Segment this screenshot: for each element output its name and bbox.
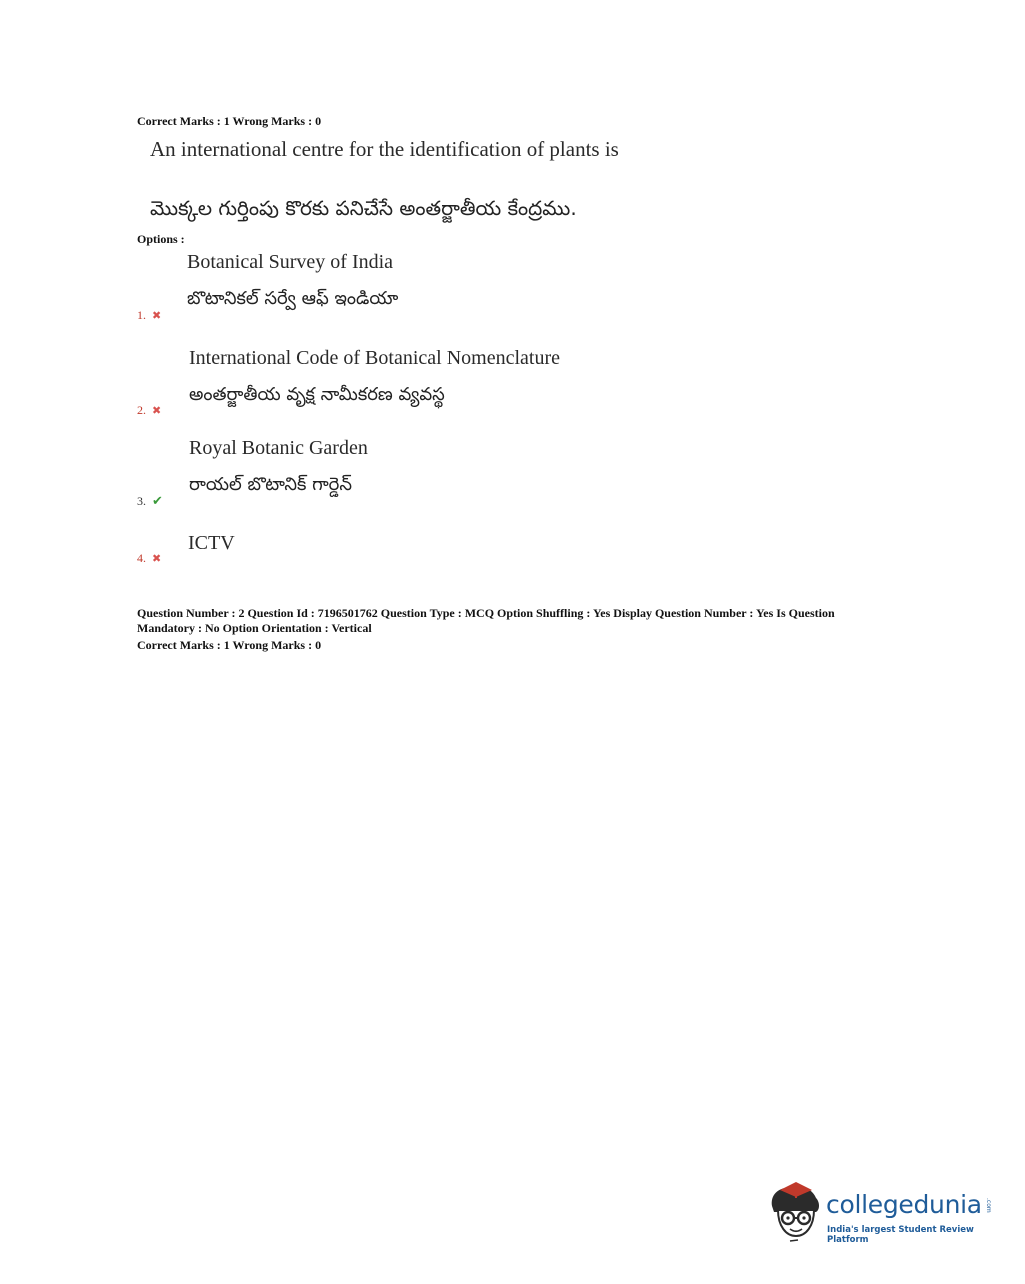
option-1-number: [137, 308, 161, 323]
option-1-english: Botanical Survey of India: [187, 251, 394, 273]
question-meta-line2: Mandatory : No Option Orientation : Vertical: [137, 621, 372, 635]
question-text-english: An international centre for the identification of plants is: [150, 137, 619, 161]
question-meta-line1: Question Number : 2 Question Id : 7196501762 Question Type : MCQ Option Shuffling : Yes Display Question Number : Yes Is Question: [137, 606, 835, 620]
option-4-english: ICTV: [188, 532, 235, 554]
option-number: 3.: [137, 494, 146, 508]
marks-info-top: Correct Marks : 1 Wrong Marks : 0: [137, 114, 322, 128]
cross-icon: ✖: [152, 553, 162, 565]
cross-icon: ✖: [152, 310, 162, 322]
options-label: Options :: [137, 232, 185, 246]
question-text-telugu: మొక్కల గుర్తింపు కొరకు పనిచేసే అంతర్జాతీయ కేంద్రము.: [150, 196, 577, 220]
option-number: 4.: [137, 551, 146, 565]
collegedunia-logo: [766, 1180, 996, 1248]
logo-wordmark: collegedunia: [826, 1190, 982, 1219]
check-icon: ✔: [152, 493, 163, 508]
option-3-telugu: రాయల్ బొటానిక్ గార్డెన్: [189, 474, 352, 495]
question-meta-line3: Correct Marks : 1 Wrong Marks : 0: [137, 638, 322, 652]
logo-tagline: India's largest Student Review Platform: [827, 1225, 974, 1245]
option-4-number: [137, 551, 161, 566]
option-1-telugu: బొటానికల్ సర్వే ఆఫ్ ఇండియా: [187, 288, 399, 309]
option-2-telugu: అంతర్జాతీయ వృక్ష నామీకరణ వ్యవస్థ: [189, 384, 445, 405]
option-2-english: International Code of Botanical Nomenclature: [189, 347, 560, 369]
option-3-number: [137, 493, 163, 509]
mascot-icon: [766, 1180, 824, 1244]
logo-suffix: .com: [985, 1198, 992, 1213]
cross-icon: ✖: [152, 405, 162, 417]
option-number: 1.: [137, 308, 146, 322]
option-2-number: [137, 403, 161, 418]
option-3-english: Royal Botanic Garden: [189, 437, 368, 459]
option-number: 2.: [137, 403, 146, 417]
next-question-meta: [137, 606, 897, 653]
